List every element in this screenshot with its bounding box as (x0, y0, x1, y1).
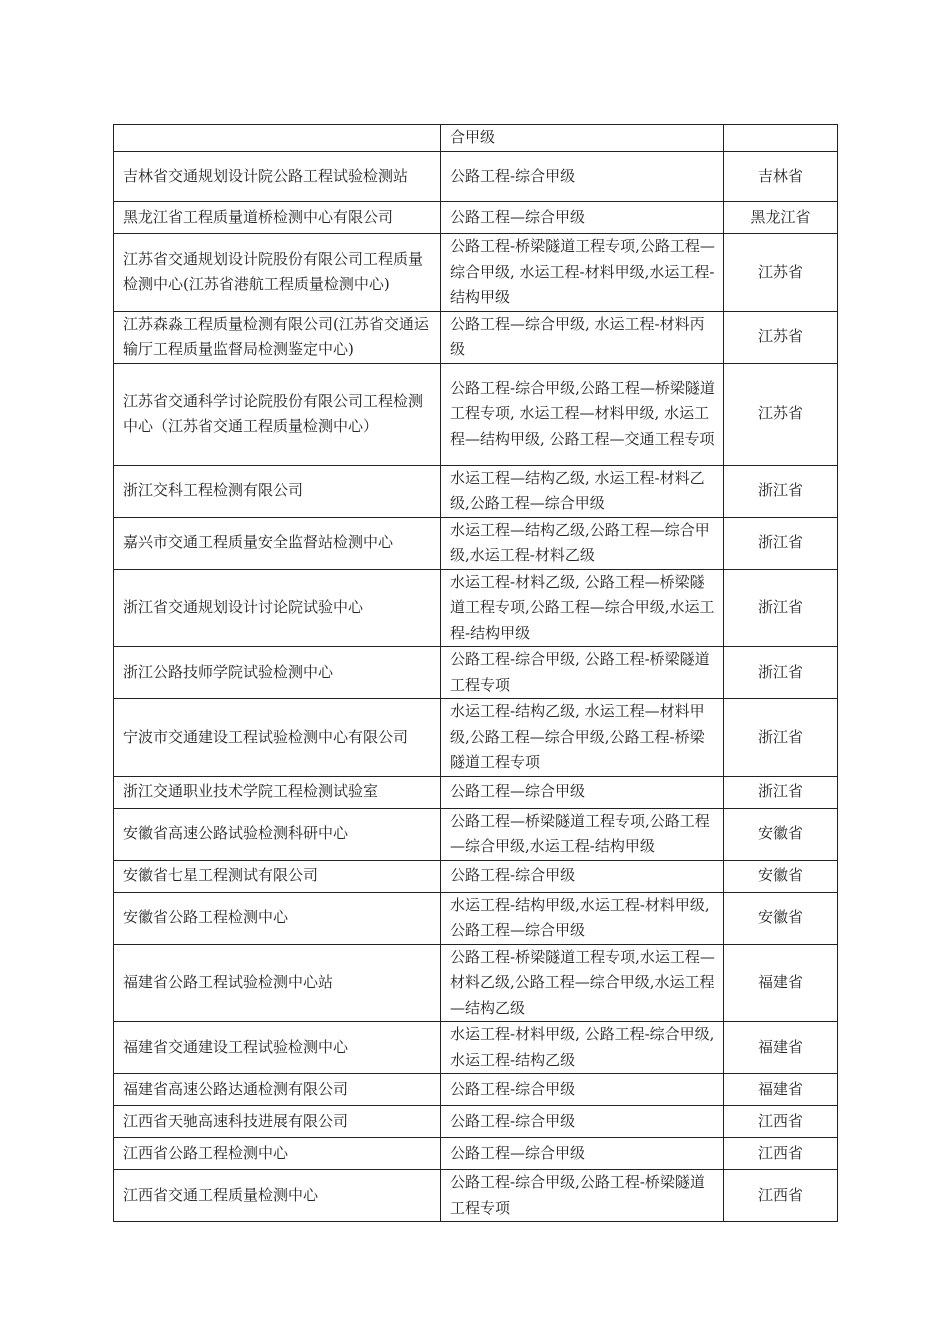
org-cell: 浙江交通职业技术学院工程检测试验室 (114, 776, 441, 808)
province-cell: 江西省 (724, 1138, 838, 1170)
qualification-cell: 水运工程-结构甲级,水运工程-材料甲级, 公路工程—综合甲级 (441, 892, 724, 944)
province-cell: 浙江省 (724, 569, 838, 647)
table-row (114, 152, 838, 202)
org-cell: 江西省公路工程检测中心 (114, 1138, 441, 1170)
table-row (114, 125, 838, 152)
province-cell: 吉林省 (724, 152, 838, 202)
qualification-cell: 水运工程—结构乙级, 水运工程-材料乙级,公路工程—综合甲级 (441, 465, 724, 517)
province-cell: 安徽省 (724, 860, 838, 892)
org-cell: 黑龙江省工程质量道桥检测中心有限公司 (114, 202, 441, 234)
org-cell: 福建省交通建设工程试验检测中心 (114, 1022, 441, 1074)
org-cell: 浙江交科工程检测有限公司 (114, 465, 441, 517)
qualification-cell: 水运工程-材料乙级, 公路工程—桥梁隧道工程专项,公路工程—综合甲级,水运工程-结构甲级 (441, 569, 724, 647)
org-cell: 宁波市交通建设工程试验检测中心有限公司 (114, 699, 441, 777)
province-cell: 福建省 (724, 1074, 838, 1106)
province-cell: 江苏省 (724, 311, 838, 363)
qualification-cell: 公路工程-综合甲级 (441, 152, 724, 202)
qualification-cell: 水运工程—结构乙级,公路工程—综合甲级,水运工程-材料乙级 (441, 517, 724, 569)
qualification-cell: 公路工程-桥梁隧道工程专项,水运工程—材料乙级,公路工程—综合甲级,水运工程—结构乙级 (441, 944, 724, 1022)
province-cell: 浙江省 (724, 465, 838, 517)
org-cell: 江西省交通工程质量检测中心 (114, 1170, 441, 1222)
org-cell: 福建省高速公路达通检测有限公司 (114, 1074, 441, 1106)
table-row (114, 892, 838, 944)
province-cell: 福建省 (724, 1022, 838, 1074)
table-row (114, 569, 838, 647)
table-body (114, 125, 838, 1222)
province-cell: 安徽省 (724, 808, 838, 860)
qualification-cell: 公路工程-综合甲级 (441, 1106, 724, 1138)
org-cell: 江苏森淼工程质量检测有限公司(江苏省交通运输厅工程质量监督局检测鉴定中心) (114, 311, 441, 363)
qualification-cell: 公路工程-桥梁隧道工程专项,公路工程—综合甲级, 水运工程-材料甲级,水运工程-结构甲级 (441, 234, 724, 312)
org-cell: 浙江公路技师学院试验检测中心 (114, 647, 441, 699)
table-row (114, 1074, 838, 1106)
org-cell: 福建省公路工程试验检测中心站 (114, 944, 441, 1022)
province-cell: 黑龙江省 (724, 202, 838, 234)
province-cell: 江苏省 (724, 363, 838, 465)
org-cell: 吉林省交通规划设计院公路工程试验检测站 (114, 152, 441, 202)
table-row (114, 1138, 838, 1170)
table-row (114, 860, 838, 892)
qualification-cell: 公路工程—综合甲级, 水运工程-材料丙级 (441, 311, 724, 363)
org-cell: 嘉兴市交通工程质量安全监督站检测中心 (114, 517, 441, 569)
province-cell: 浙江省 (724, 699, 838, 777)
org-cell: 安徽省高速公路试验检测科研中心 (114, 808, 441, 860)
qualification-cell: 水运工程-结构乙级, 水运工程—材料甲级,公路工程—综合甲级,公路工程-桥梁隧道工程专项 (441, 699, 724, 777)
qualification-cell: 公路工程-综合甲级,公路工程-桥梁隧道工程专项 (441, 1170, 724, 1222)
table-row (114, 234, 838, 312)
org-cell: 江西省天驰高速科技进展有限公司 (114, 1106, 441, 1138)
qualification-cell: 公路工程—综合甲级 (441, 1138, 724, 1170)
org-cell: 江苏省交通科学讨论院股份有限公司工程检测中心（江苏省交通工程质量检测中心） (114, 363, 441, 465)
province-cell (724, 125, 838, 152)
org-cell: 江苏省交通规划设计院股份有限公司工程质量检测中心(江苏省港航工程质量检测中心) (114, 234, 441, 312)
org-cell: 安徽省公路工程检测中心 (114, 892, 441, 944)
table-row (114, 517, 838, 569)
org-cell: 安徽省七星工程测试有限公司 (114, 860, 441, 892)
table-row (114, 1170, 838, 1222)
table-row (114, 363, 838, 465)
province-cell: 浙江省 (724, 776, 838, 808)
table-row (114, 808, 838, 860)
table-row (114, 699, 838, 777)
province-cell: 福建省 (724, 944, 838, 1022)
qualification-cell: 合甲级 (441, 125, 724, 152)
province-cell: 安徽省 (724, 892, 838, 944)
table-row (114, 202, 838, 234)
province-cell: 浙江省 (724, 517, 838, 569)
table-row (114, 647, 838, 699)
province-cell: 江西省 (724, 1170, 838, 1222)
qualification-cell: 公路工程-综合甲级 (441, 860, 724, 892)
table-row (114, 944, 838, 1022)
org-cell (114, 125, 441, 152)
qualification-cell: 公路工程-综合甲级, 公路工程-桥梁隧道工程专项 (441, 647, 724, 699)
qualification-cell: 公路工程-综合甲级,公路工程—桥梁隧道工程专项, 水运工程—材料甲级, 水运工程—结构甲级, 公路工程—交通工程专项 (441, 363, 724, 465)
table-row (114, 1106, 838, 1138)
province-cell: 浙江省 (724, 647, 838, 699)
qualification-table (113, 124, 838, 1222)
table-row (114, 1022, 838, 1074)
province-cell: 江西省 (724, 1106, 838, 1138)
org-cell: 浙江省交通规划设计讨论院试验中心 (114, 569, 441, 647)
qualification-cell: 公路工程—综合甲级 (441, 776, 724, 808)
qualification-cell: 公路工程—综合甲级 (441, 202, 724, 234)
qualification-cell: 水运工程-材料甲级, 公路工程-综合甲级, 水运工程-结构乙级 (441, 1022, 724, 1074)
qualification-cell: 公路工程-综合甲级 (441, 1074, 724, 1106)
province-cell: 江苏省 (724, 234, 838, 312)
table-row (114, 776, 838, 808)
table-row (114, 465, 838, 517)
table-row (114, 311, 838, 363)
qualification-cell: 公路工程—桥梁隧道工程专项,公路工程—综合甲级,水运工程-结构甲级 (441, 808, 724, 860)
